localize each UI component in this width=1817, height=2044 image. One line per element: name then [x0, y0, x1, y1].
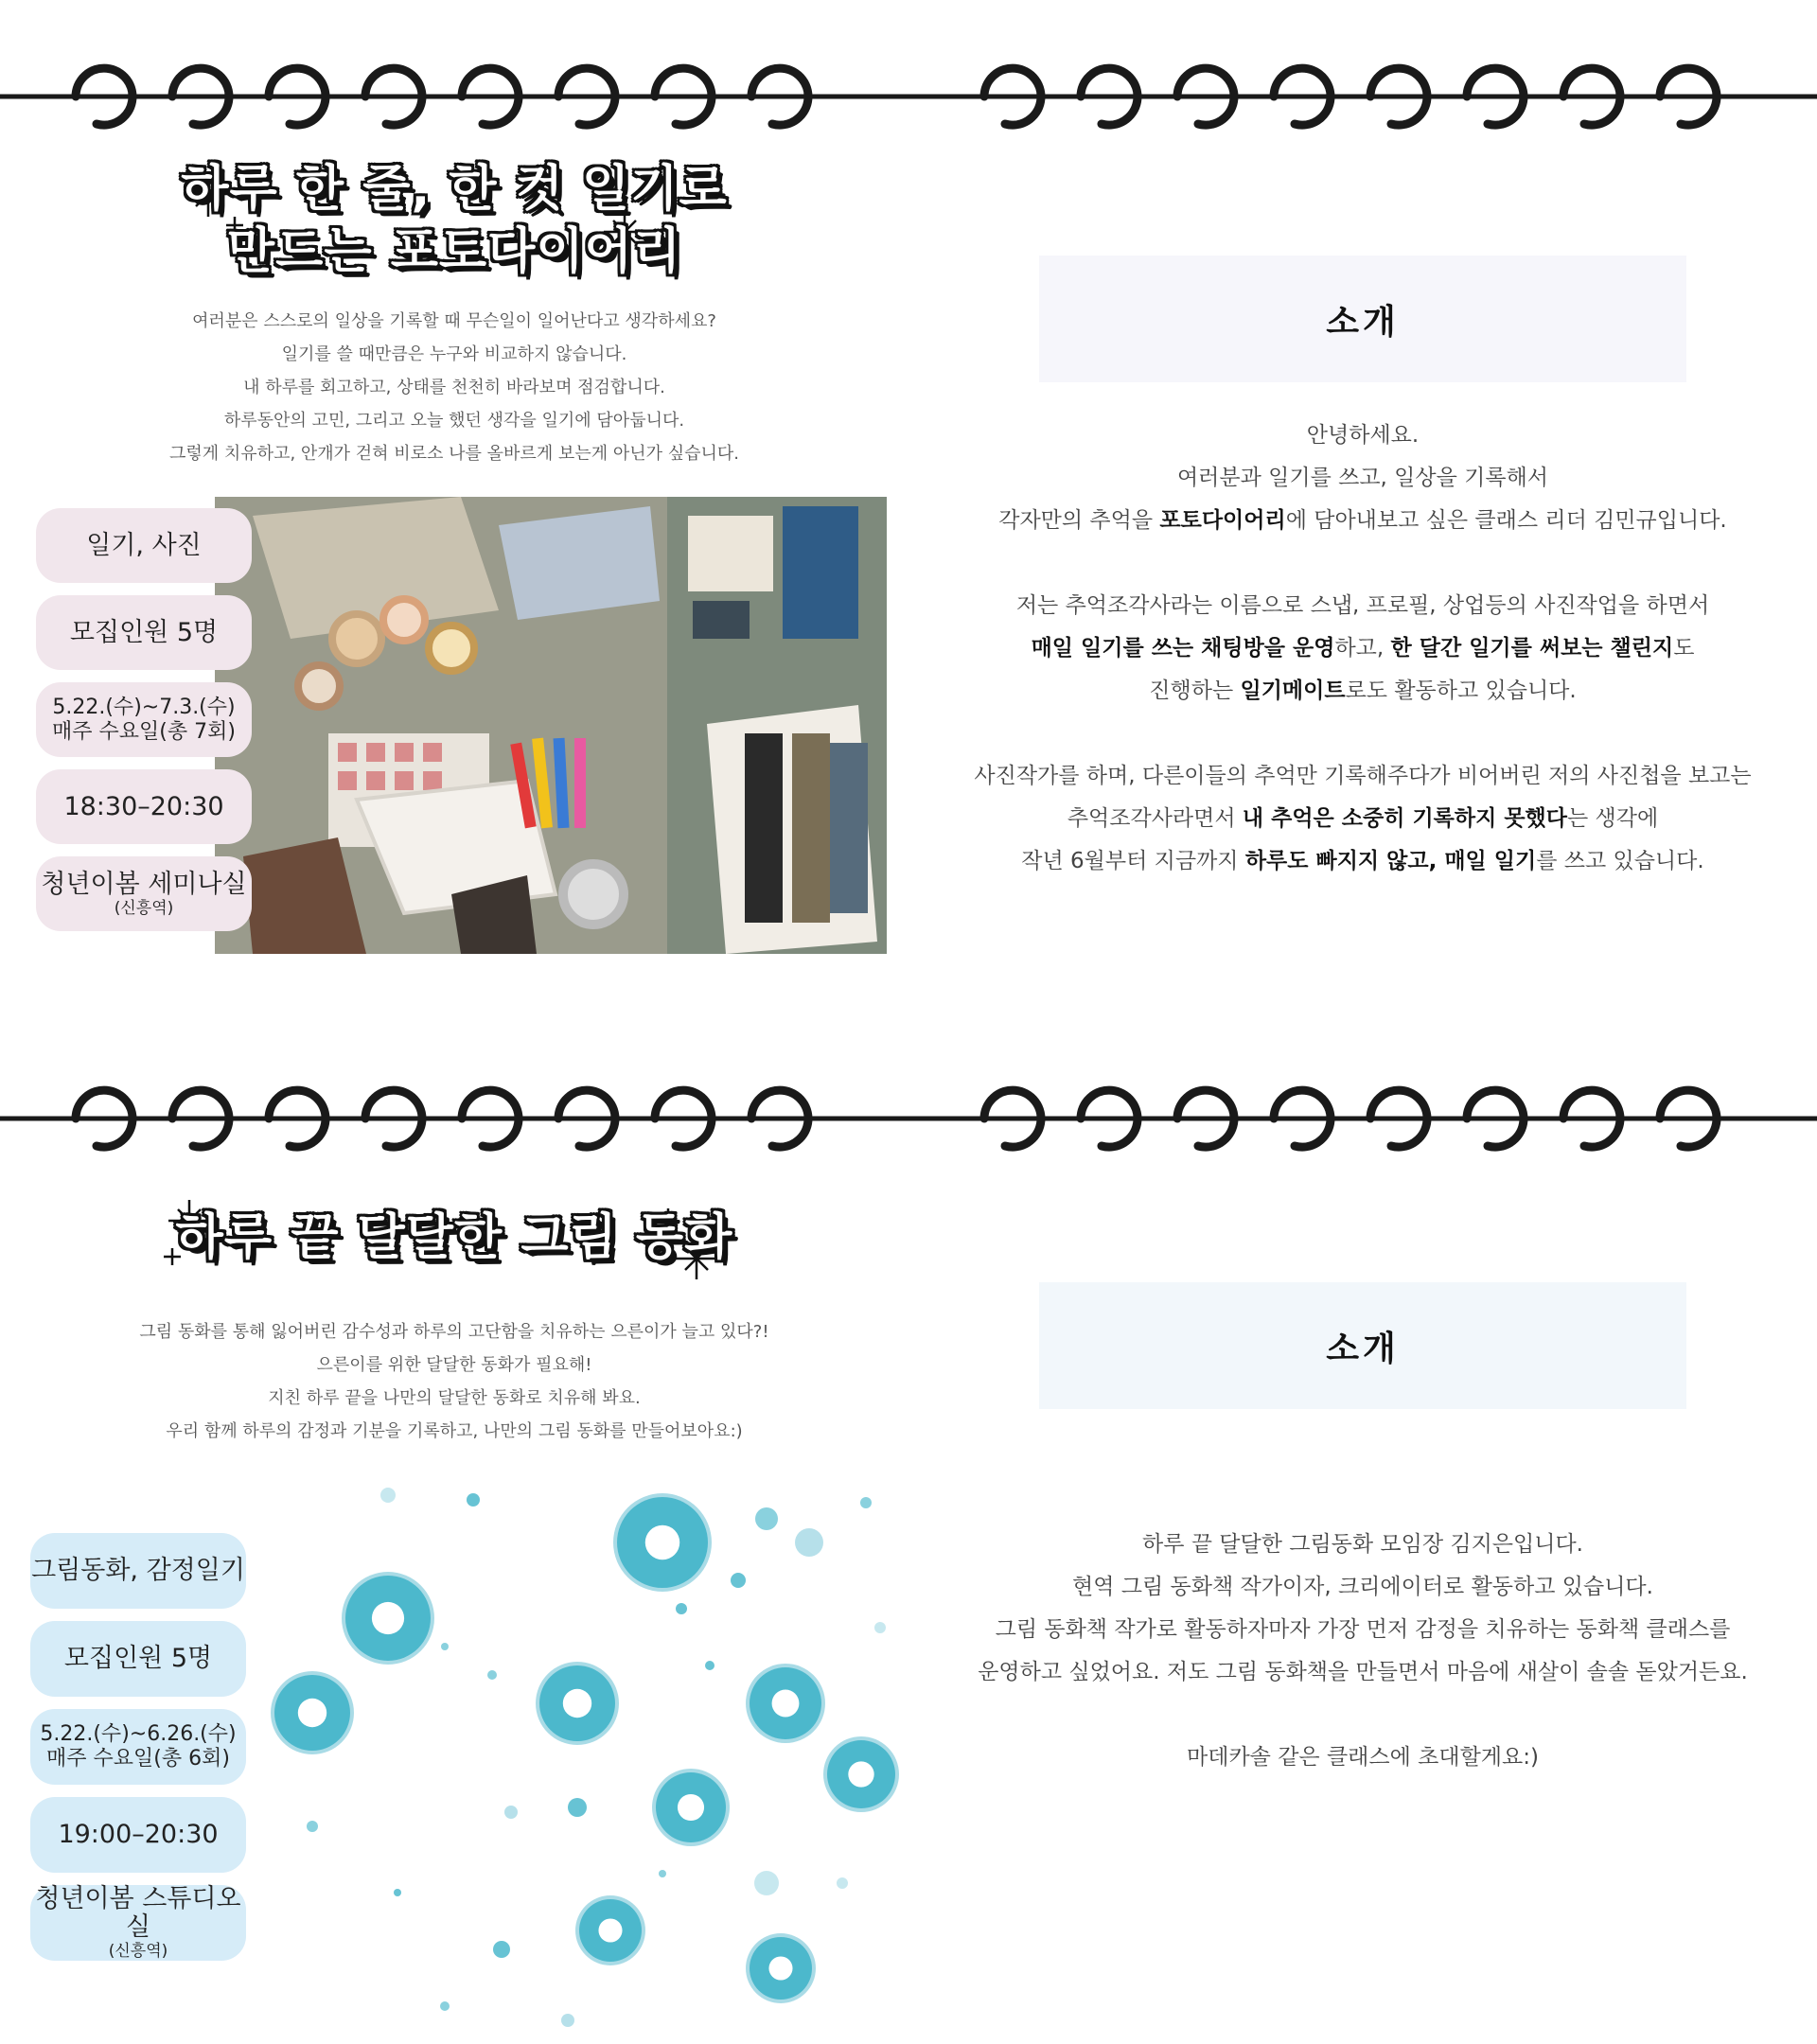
intro-line: 여러분과 일기를 쓰고, 일상을 기록해서 — [1176, 466, 1549, 490]
weekly-schedule: 매주 수요일(총 6회) — [46, 1747, 230, 1771]
description-line: 그렇게 치유하고, 안개가 걷혀 비로소 나를 올바르게 보는게 아닌가 싶습니다. — [169, 444, 739, 464]
intro-line — [946, 627, 1779, 670]
spiral-binding — [908, 38, 1817, 142]
description-line: 으른이를 위한 달달한 동화가 필요해! — [316, 1355, 592, 1375]
intro-text — [946, 414, 1779, 883]
photo-diary-intro-panel — [908, 0, 1817, 1022]
class-info-list — [36, 508, 252, 943]
intro-line: 사진작가를 하며, 다른이들의 추억만 기록해주다가 비어버린 저의 사진첩을 보고는 — [974, 764, 1752, 788]
text-span: 에 담아내보고 싶은 클래스 리더 김민규입니다. — [1285, 508, 1727, 533]
intro-heading: 소개 — [1039, 1282, 1686, 1409]
highlight-text: 매일 일기를 쓰는 채팅방을 운영 — [1031, 636, 1335, 661]
class-info-list — [30, 1533, 246, 1973]
crafting-table-photo — [215, 497, 887, 954]
location-station: (신흥역) — [108, 1942, 168, 1961]
text-span: 는 생각에 — [1566, 806, 1659, 831]
location-name: 청년이봄 스튜디오실 — [35, 1884, 241, 1942]
watercolor-dots-illustration — [256, 1476, 908, 2035]
intro-line: 저는 추억조각사라는 이름으로 스냅, 프로필, 상업등의 사진작업을 하면서 — [1015, 593, 1710, 618]
intro-closing: 마데카솔 같은 클래스에 초대할게요:) — [1187, 1745, 1539, 1770]
description-line: 지친 하루 끝을 나만의 달달한 동화로 치유해 봐요. — [268, 1388, 641, 1408]
description-line: 여러분은 스스로의 일상을 기록할 때 무슨일이 일어난다고 생각하세요? — [192, 311, 716, 331]
text-span: 작년 6월부터 지금까지 — [1021, 849, 1245, 873]
capacity-pill: 모집인원 5명 — [36, 595, 252, 670]
ring-dot — [746, 1933, 816, 2003]
location-pill — [30, 1885, 246, 1961]
highlight-text: 하루도 빠지지 않고, 매일 일기 — [1244, 849, 1537, 873]
small-dot — [874, 1622, 886, 1633]
date-range: 5.22.(수)~6.26.(수) — [40, 1722, 237, 1746]
intro-line: 그림 동화책 작가로 활동하자마자 가장 먼저 감정을 치유하는 동화책 클래스를 — [995, 1617, 1731, 1642]
schedule-pill — [30, 1709, 246, 1785]
location-pill — [36, 856, 252, 931]
small-dot — [754, 1871, 779, 1895]
picture-book-panel — [0, 1022, 908, 2044]
small-dot — [487, 1670, 497, 1680]
time-pill: 19:00–20:30 — [30, 1797, 246, 1873]
ring-dot — [613, 1493, 712, 1592]
description-line: 그림 동화를 통해 잃어버린 감수성과 하루의 고단함을 치유하는 으른이가 늘고 있다?! — [139, 1322, 769, 1342]
date-range: 5.22.(수)~7.3.(수) — [52, 695, 236, 719]
intro-line: 안녕하세요. — [1306, 423, 1420, 448]
small-dot — [568, 1798, 587, 1817]
spiral-binding — [0, 38, 908, 142]
small-dot — [440, 2001, 450, 2011]
photo-collage-illustration — [215, 497, 887, 954]
class-description — [0, 305, 908, 470]
location-station: (신흥역) — [114, 898, 174, 918]
category-pill: 그림동화, 감정일기 — [30, 1533, 246, 1609]
intro-heading: 소개 — [1039, 256, 1686, 382]
photo-diary-panel — [0, 0, 908, 1022]
small-dot — [795, 1528, 823, 1557]
small-dot — [467, 1493, 480, 1507]
small-dot — [380, 1488, 396, 1503]
small-dot — [731, 1573, 746, 1588]
intro-line — [946, 798, 1779, 840]
highlight-text: 일기메이트 — [1240, 678, 1346, 703]
highlight-text: 내 추억은 소중히 기록하지 못했다 — [1242, 806, 1567, 831]
weekly-schedule: 매주 수요일(총 7회) — [52, 719, 236, 744]
small-dot — [676, 1603, 687, 1614]
intro-text — [946, 1524, 1779, 1779]
small-dot — [307, 1821, 318, 1832]
time-pill: 18:30–20:30 — [36, 769, 252, 844]
small-dot — [394, 1889, 401, 1896]
spiral-binding — [0, 1060, 908, 1164]
description-line: 내 하루를 회고하고, 상태를 천천히 바라보며 점검합니다. — [243, 378, 665, 397]
small-dot — [441, 1643, 449, 1650]
schedule-pill — [36, 682, 252, 757]
ring-dot — [536, 1662, 619, 1745]
text-span: 추억조각사라면서 — [1067, 806, 1243, 831]
text-span: 각자만의 추억을 — [998, 508, 1160, 533]
intro-line: 하루 끝 달달한 그림동화 모임장 김지은입니다. — [1141, 1532, 1583, 1557]
description-line: 하루동안의 고민, 그리고 오늘 했던 생각을 일기에 담아둡니다. — [223, 411, 685, 431]
description-line: 일기를 쓸 때만큼은 누구와 비교하지 않습니다. — [281, 344, 627, 364]
small-dot — [837, 1877, 848, 1889]
small-dot — [755, 1507, 778, 1530]
highlight-text: 한 달간 일기를 써보는 챌린지 — [1390, 636, 1674, 661]
intro-line — [946, 500, 1779, 542]
intro-line — [946, 840, 1779, 883]
class-description — [0, 1315, 908, 1448]
ring-dot — [823, 1736, 899, 1812]
small-dot — [493, 1941, 510, 1958]
small-dot — [659, 1870, 666, 1877]
location-name: 청년이봄 세미나실 — [41, 869, 247, 899]
ring-dot — [342, 1572, 434, 1665]
text-span: 로도 활동하고 있습니다. — [1345, 678, 1577, 703]
category-pill: 일기, 사진 — [36, 508, 252, 583]
small-dot — [561, 2014, 574, 2027]
intro-line — [946, 670, 1779, 713]
small-dot — [705, 1661, 714, 1670]
intro-line: 운영하고 싶었어요. 저도 그림 동화책을 만들면서 마음에 새살이 솔솔 돋았거든요. — [978, 1660, 1748, 1684]
small-dot — [504, 1806, 518, 1819]
text-span: 도 — [1673, 636, 1695, 661]
picture-book-intro-panel — [908, 1022, 1817, 2044]
class-title-line2: 만드는 포토다이어리 — [226, 223, 682, 280]
text-span: 하고, — [1334, 636, 1391, 661]
class-title: 하루 끝 달달한 그림 동화 — [175, 1209, 733, 1266]
ring-dot — [652, 1769, 730, 1846]
description-line: 우리 함께 하루의 감정과 기분을 기록하고, 나만의 그림 동화를 만들어보아요:) — [166, 1421, 743, 1441]
ring-dot — [271, 1671, 354, 1754]
text-span: 를 쓰고 있습니다. — [1536, 849, 1704, 873]
highlight-text: 포토다이어리 — [1159, 508, 1286, 533]
spiral-binding — [908, 1060, 1817, 1164]
capacity-pill: 모집인원 5명 — [30, 1621, 246, 1697]
ring-dot — [746, 1664, 825, 1743]
intro-line: 현역 그림 동화책 작가이자, 크리에이터로 활동하고 있습니다. — [1072, 1575, 1653, 1599]
class-title-line1: 하루 한 줄, 한 컷 일기로 — [181, 161, 728, 218]
text-span: 진행하는 — [1149, 678, 1241, 703]
small-dot — [860, 1497, 872, 1508]
ring-dot — [575, 1895, 645, 1965]
